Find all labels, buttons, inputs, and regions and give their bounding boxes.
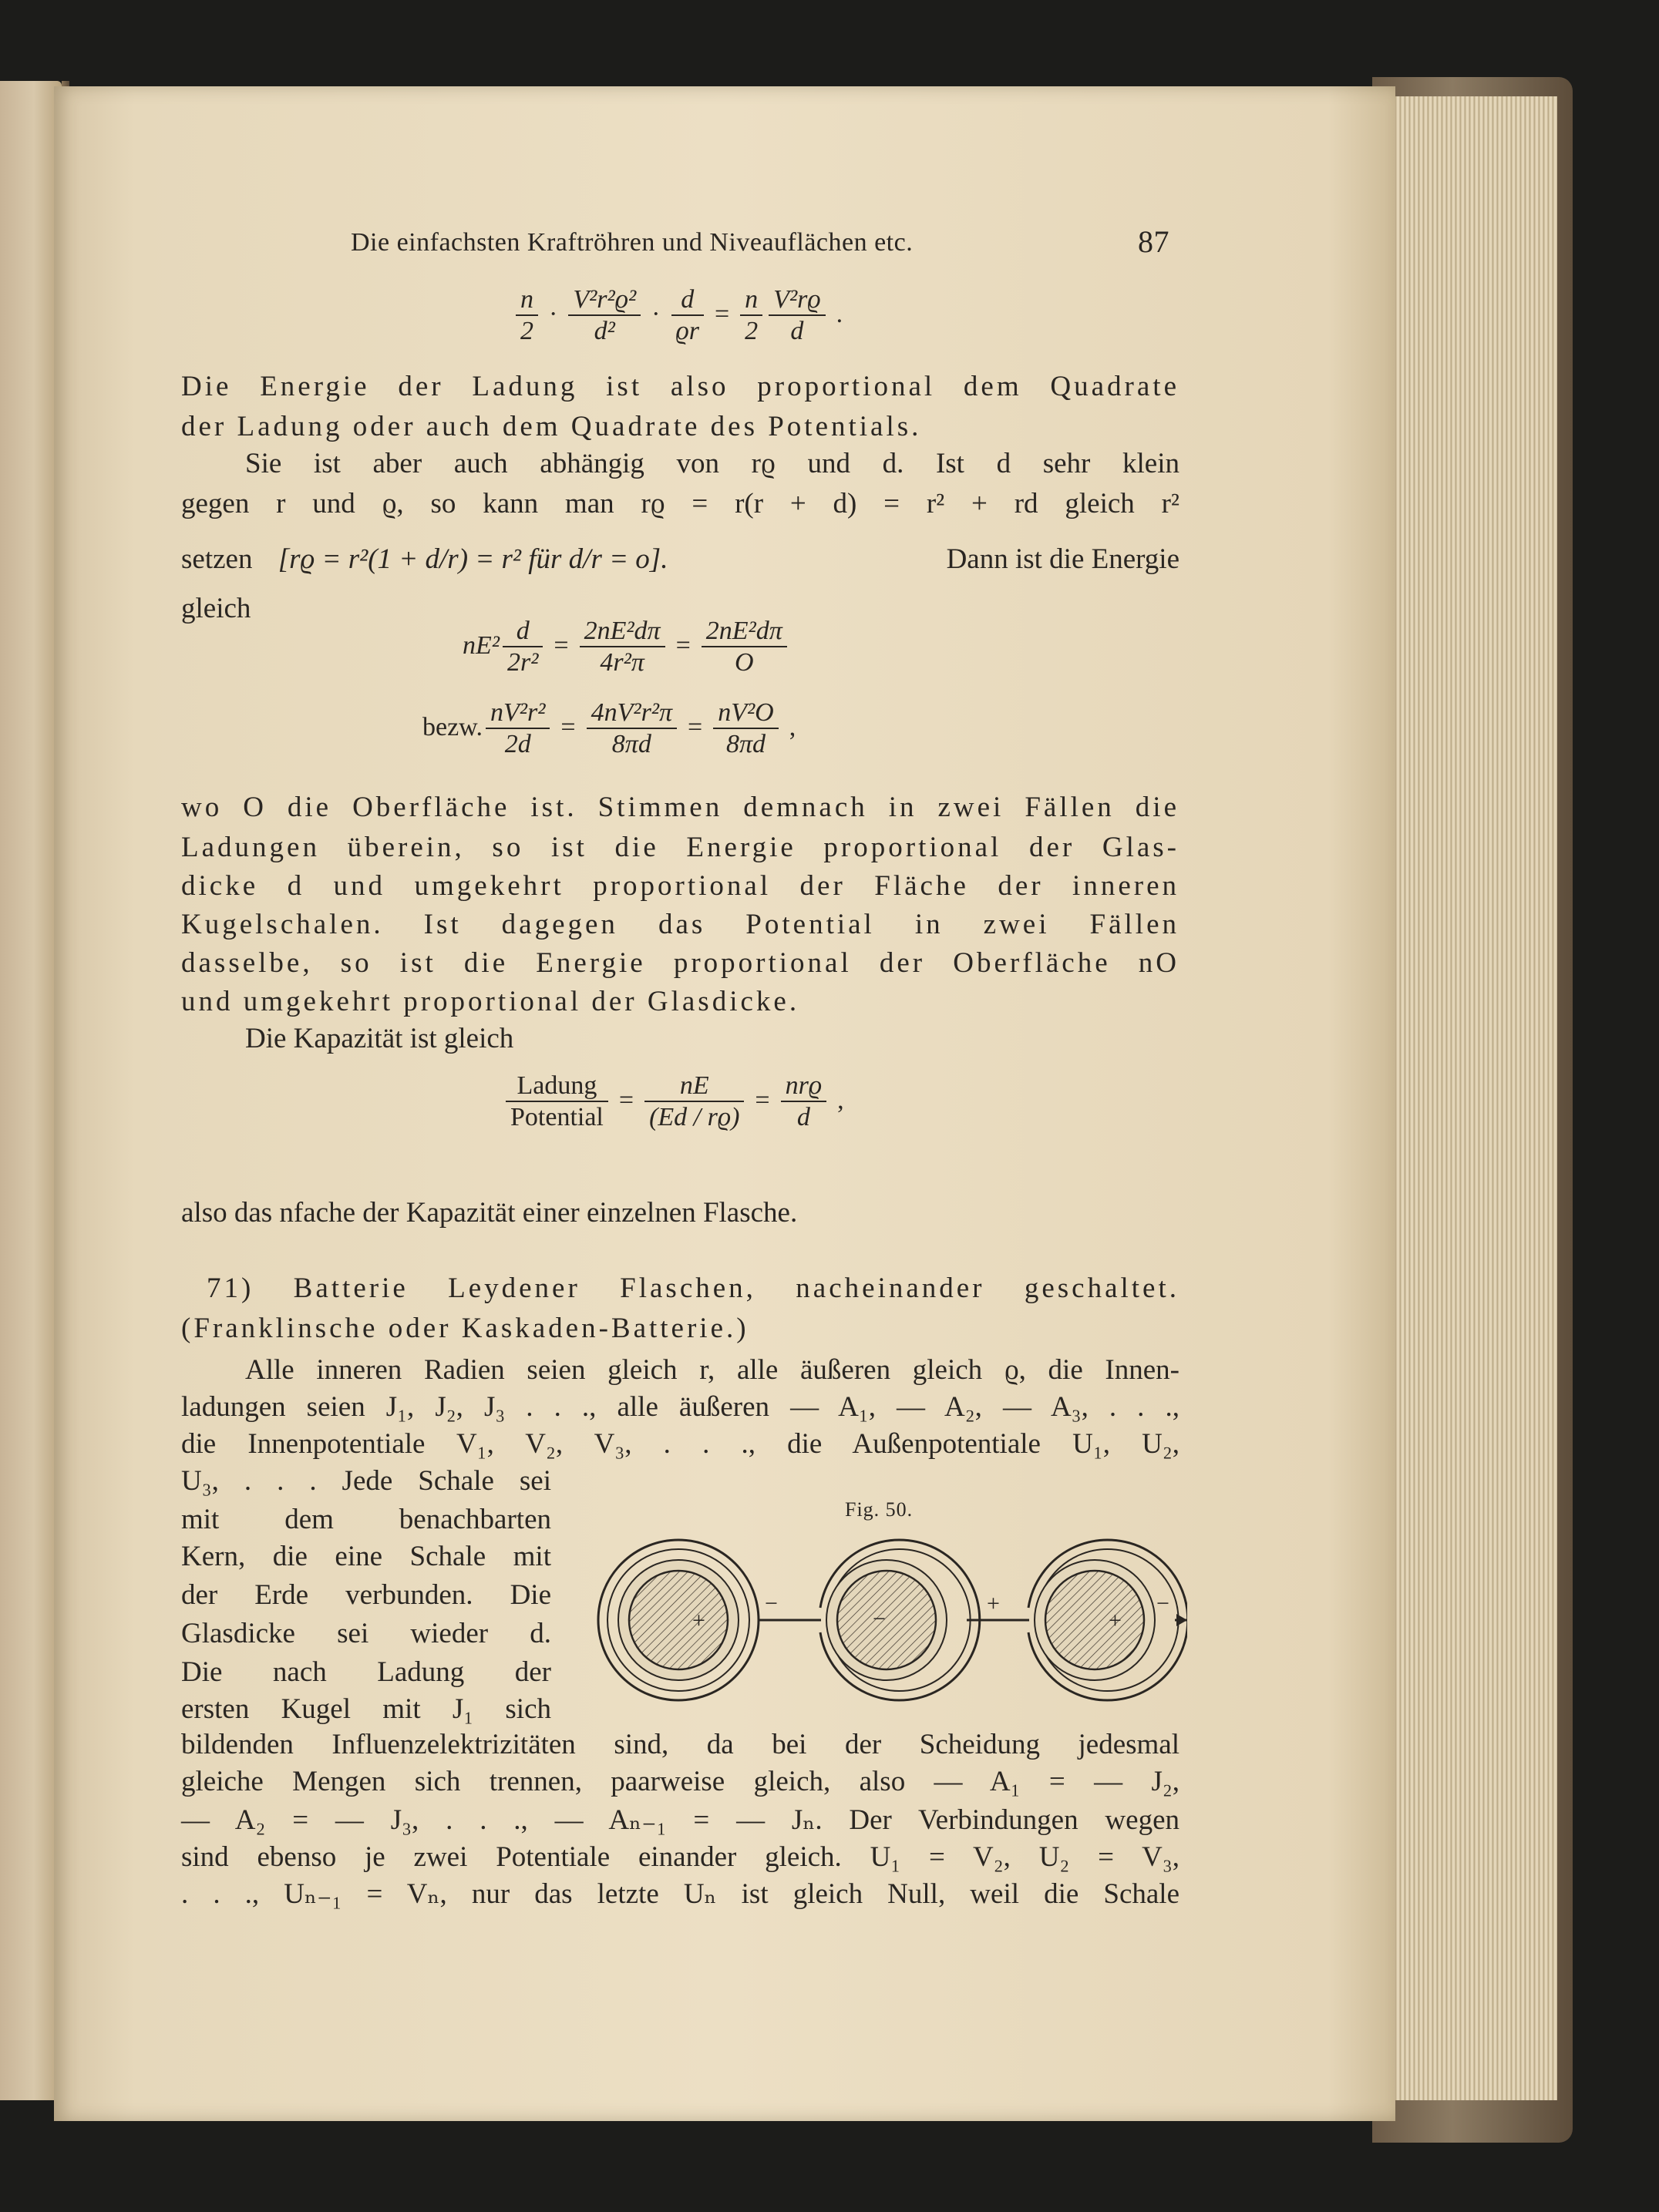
fraction xyxy=(781,1071,826,1133)
text-line: U₃, . . . Jede Schale sei xyxy=(181,1465,551,1497)
text-fragment: setzen xyxy=(181,543,253,575)
text-line: Die Kapazität ist gleich xyxy=(245,1023,514,1054)
denominator: d² xyxy=(594,317,615,345)
text-line: dicke d und umgekehrt proportional der Fläche der inneren xyxy=(181,870,1179,902)
text-line: (Franklinsche oder Kaskaden-Batterie.) xyxy=(181,1313,749,1344)
denominator: 2 xyxy=(745,317,759,345)
numerator: nrϱ xyxy=(781,1071,826,1102)
numerator: n xyxy=(740,285,762,316)
denominator: 8πd xyxy=(725,730,766,758)
figure-caption: Fig. 50. xyxy=(845,1498,914,1521)
fraction xyxy=(713,698,779,760)
text-line: Ladungen überein, so ist die Energie proportional der Glas- xyxy=(181,832,1179,863)
fraction xyxy=(516,285,538,347)
fraction xyxy=(671,285,704,347)
jar-1 xyxy=(598,1540,759,1700)
denominator: 8πd xyxy=(611,730,651,758)
numerator: nV²r² xyxy=(486,698,550,729)
sign-plus-1: + xyxy=(692,1608,705,1633)
equation-lead: nE² xyxy=(463,630,500,660)
text-line: der Erde verbunden. Die xyxy=(181,1579,551,1611)
section-heading: 71) Batterie Leydener Flaschen, nacheinander geschaltet. xyxy=(207,1272,1179,1304)
numerator: 4nV²r²π xyxy=(587,698,677,729)
text-line: Sie ist aber auch abhängig von rϱ und d. Ist d sehr klein xyxy=(245,448,1179,479)
running-header xyxy=(351,224,1169,262)
denominator: 2r² xyxy=(506,648,539,677)
text-line: gleiche Mengen sich trennen, paarweise gleich, also — A₁ = — J₂, xyxy=(181,1766,1179,1797)
numerator: 2nE²dπ xyxy=(702,617,787,647)
denominator: (Ed / rϱ) xyxy=(649,1103,740,1131)
jar-2 xyxy=(820,1540,980,1700)
equation-energy: nE² $\frac{d}{\text{2r²}}$ = $\frac{\text{2nE²dπ}}{\text{4r²π}}$ = $\frac{\text{2nE²dπ}}{O}$ xyxy=(463,617,790,678)
denominator: 4r²π xyxy=(600,648,644,677)
fraction xyxy=(740,285,762,347)
text-line: wo O die Oberfläche ist. Stimmen demnach in zwei Fällen die xyxy=(181,792,1179,823)
numerator: V²r²ϱ² xyxy=(568,285,641,316)
fraction xyxy=(506,1071,608,1133)
denominator: d xyxy=(796,1103,810,1131)
sign-minus-1: − xyxy=(765,1591,778,1616)
fraction xyxy=(644,1071,744,1133)
text-line: — A₂ = — J₃, . . ., — Aₙ₋₁ = — Jₙ. Der Verbindungen wegen xyxy=(181,1804,1179,1836)
numerator: Ladung xyxy=(506,1071,608,1102)
numerator: d xyxy=(503,617,543,647)
text-line: Alle inneren Radien seien gleich r, alle äußeren gleich ϱ, die Innen- xyxy=(245,1354,1179,1386)
text-line xyxy=(181,540,1179,580)
page-stack xyxy=(1388,96,1557,2100)
numerator: n xyxy=(516,285,538,316)
text-line: Die Energie der Ladung ist also proportional dem Quadrate xyxy=(181,371,1179,402)
text-line: mit dem benachbarten xyxy=(181,1504,551,1535)
text-line: sind ebenso je zwei Potentiale einander gleich. U₁ = V₂, U₂ = V₃, xyxy=(181,1841,1179,1873)
fraction xyxy=(580,617,665,678)
numerator: V²rϱ xyxy=(769,285,825,316)
running-title: Die einfachsten Kraftröhren und Niveauflächen etc. xyxy=(351,228,914,257)
sign-minus-3: − xyxy=(1156,1591,1169,1616)
sign-plus-3: + xyxy=(1109,1608,1122,1633)
inline-equation: [rϱ = r²(1 + d/r) = r² für d/r = o]. xyxy=(278,543,668,575)
text-line: Glasdicke sei wieder d. xyxy=(181,1618,551,1649)
sign-minus-2: − xyxy=(873,1606,886,1632)
fraction xyxy=(568,285,641,347)
page-number: 87 xyxy=(1138,224,1169,259)
text-line: gleich xyxy=(181,593,251,624)
text-line: . . ., Uₙ₋₁ = Vₙ, nur das letzte Uₙ ist gleich Null, weil die Schale xyxy=(181,1878,1179,1910)
leyden-jar-diagram xyxy=(586,1534,1187,1711)
denominator: d xyxy=(790,317,804,345)
fraction xyxy=(587,698,677,760)
numerator: nE xyxy=(644,1071,744,1102)
left-page-edge xyxy=(0,81,62,2100)
text-line: gegen r und ϱ, so kann man rϱ = r(r + d) = r² + rd gleich r² xyxy=(181,488,1179,519)
text-fragment: Dann ist die Energie xyxy=(946,543,1179,575)
text-line: Kern, die eine Schale mit xyxy=(181,1541,551,1572)
text-line: Die nach Ladung der xyxy=(181,1656,551,1688)
sign-plus-2: + xyxy=(987,1591,1000,1616)
denominator: Potential xyxy=(510,1103,604,1131)
equation-capacity: $\frac{\text{Ladung}}{\text{Potential}}$ = $\frac{nE}{(Ed / rϱ)}$ = $\frac{\text{nrϱ}}{d}$ , xyxy=(503,1071,852,1133)
fraction xyxy=(702,617,787,678)
numerator: 2nE²dπ xyxy=(580,617,665,647)
equation-lead: bezw. xyxy=(422,712,483,741)
text-line: also das nfache der Kapazität einer einzelnen Flasche. xyxy=(181,1197,798,1229)
jar-3 xyxy=(1028,1540,1187,1700)
fraction xyxy=(769,285,825,347)
denominator: 2 xyxy=(520,317,533,345)
numerator: nV²O xyxy=(713,698,779,729)
text-line: dasselbe, so ist die Energie proportional der Oberfläche nO xyxy=(181,947,1179,979)
text-line: die Innenpotentiale V₁, V₂, V₃, . . ., die Außenpotentiale U₁, U₂, xyxy=(181,1428,1179,1460)
numerator: d xyxy=(671,285,704,316)
denominator: O xyxy=(735,648,754,677)
text-line: ersten Kugel mit J₁ sich xyxy=(181,1693,551,1725)
text-line: der Ladung oder auch dem Quadrate des Potentials. xyxy=(181,411,922,442)
text-line: bildenden Influenzelektrizitäten sind, da bei der Scheidung jedesmal xyxy=(181,1729,1179,1760)
denominator: ϱr xyxy=(675,317,699,345)
denominator: 2d xyxy=(504,730,531,758)
equation-top: $\frac{n}{2}$ · $\frac{\text{V²r²ϱ²}}{\text{d²}}$ · $\frac{d}{ϱr}$ = $\frac{n}{2}$ $\frac{\text{V²rϱ}}{d}$ . xyxy=(513,285,850,347)
text-line: ladungen seien J₁, J₂, J₃ . . ., alle äußeren — A₁, — A₂, — A₃, . . ., xyxy=(181,1391,1179,1423)
text-line: und umgekehrt proportional der Glasdicke. xyxy=(181,986,800,1017)
fraction xyxy=(486,698,550,760)
fraction xyxy=(503,617,543,678)
text-line: Kugelschalen. Ist dagegen das Potential in zwei Fällen xyxy=(181,909,1179,940)
equation-energy-alt: bezw. $\frac{\text{nV²r²}}{2d}$ = $\frac{\text{4nV²r²π}}{8\pi d}$ = $\frac{\text{nV²O}}{8\pi d}$ , xyxy=(422,698,796,758)
